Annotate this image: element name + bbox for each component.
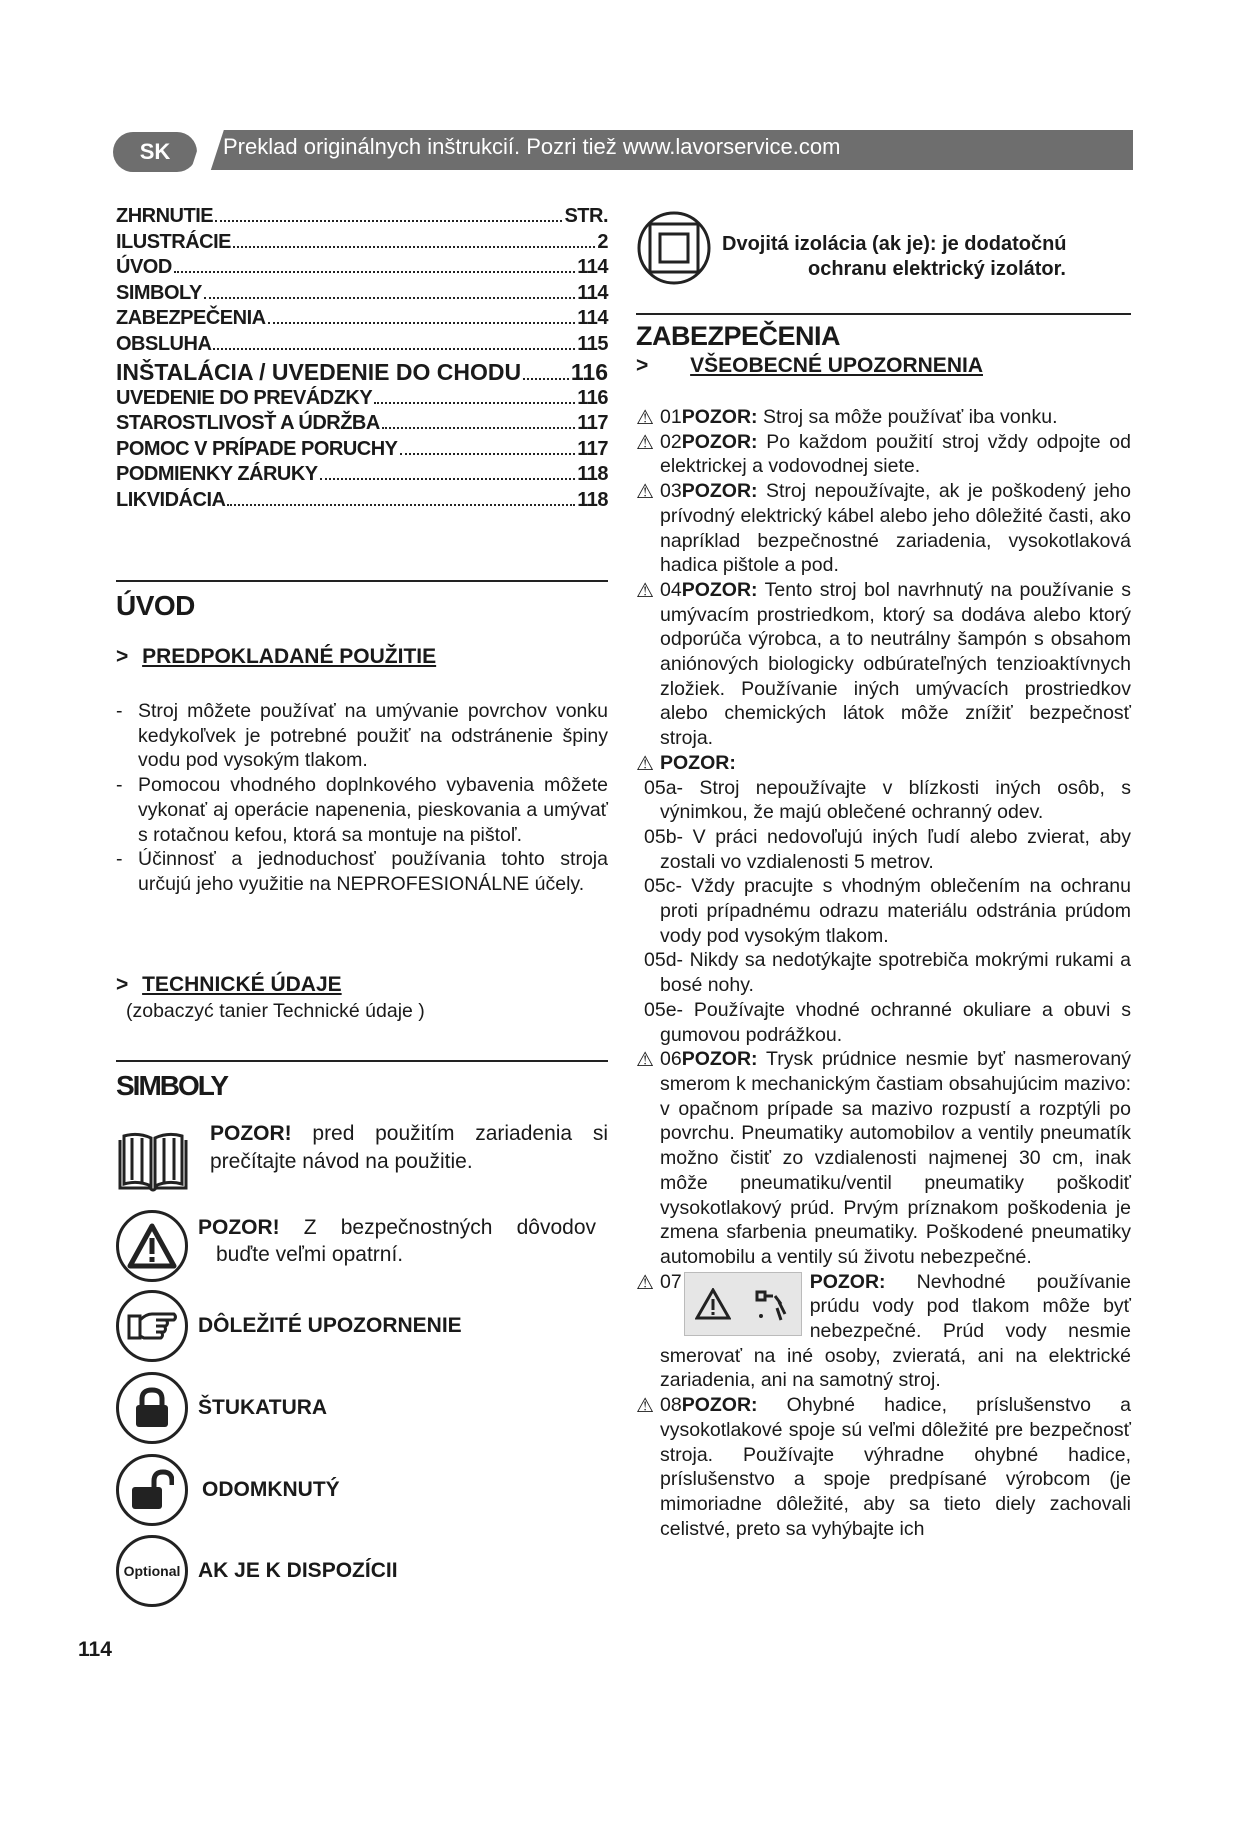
toc-leader-dots: [400, 453, 576, 455]
toc-page: 114: [577, 307, 608, 330]
toc-leader-dots: [523, 378, 569, 380]
toc-label: ZABEZPEČENIA: [116, 307, 266, 330]
toc-leader-dots: [374, 402, 575, 404]
toc-leader-dots: [215, 220, 562, 222]
sub-warning-item: 05a- Stroj nepoužívajte v blízkosti iných osôb, s výnimkou, že majú oblečené ochranný odev.: [644, 776, 1131, 824]
toc-page: 118: [577, 463, 608, 486]
toc-label: UVEDENIE DO PREVÁDZKY: [116, 386, 373, 409]
arrow-marker: >: [116, 973, 129, 996]
warning-triangle-icon: ⚠: [636, 1271, 654, 1294]
warning-item: [636, 1393, 1131, 1541]
toc-label: SIMBOLY: [116, 281, 202, 304]
toc-leader-dots: [174, 271, 575, 273]
toc-label: ILUSTRÁCIE: [116, 230, 231, 253]
warning-item: [636, 578, 1131, 751]
toc-label: OBSLUHA: [116, 332, 212, 355]
warning-label: POZOR:: [681, 480, 758, 503]
warning-label: POZOR:: [809, 1270, 886, 1293]
double-insulation-line1: Dvojitá izolácia (ak je): je dodatočnú: [722, 233, 1067, 255]
warning-number: 02: [660, 430, 682, 453]
warning-triangle-icon: ⚠: [636, 431, 654, 454]
section-rule-simboly: [116, 1060, 608, 1062]
warning-number: 06: [660, 1048, 682, 1071]
double-insulation-block: [636, 210, 1131, 280]
toc-label: PODMIENKY ZÁRUKY: [116, 463, 318, 486]
list-item: [116, 773, 608, 847]
double-insulation-text: [722, 232, 1067, 282]
toc-row: [116, 333, 608, 359]
bullet-dash: -: [116, 700, 123, 722]
symbol-row: [116, 1372, 327, 1444]
warning-item: [636, 479, 1131, 578]
arrow-marker: >: [636, 354, 649, 377]
pozor-heading: [636, 751, 1131, 776]
warning-text: Stroj sa môže používať iba vonku.: [757, 406, 1058, 428]
section-rule-safety: [636, 313, 1131, 315]
warning-text: Nevhodné používanie prúdu vody pod tlakom môže byť nebezpečné.: [809, 1270, 1131, 1343]
toc-page: 118: [577, 488, 608, 511]
general-warnings-heading: VŠEOBECNÉ UPOZORNENIA: [690, 354, 983, 377]
warning-text: Ohybné hadice, príslušenstvo a vysokotlakové spoje sú veľmi dôležité pre bezpečnosť stroja. Používajte výhradne ohybné hadice, príslušenstvo a spoje predpísané výrobcom (je mimoriadne dôležité, aby sa tieto diely zachovali celistvé, preto sa vyhýbajte ich: [660, 1394, 1131, 1540]
list-item: [116, 699, 608, 773]
warning-number: 07: [660, 1270, 682, 1293]
section-title-uvod: ÚVOD: [116, 590, 195, 621]
warning-triangle-icon: ⚠: [636, 407, 654, 429]
technical-heading: TECHNICKÉ ÚDAJE: [142, 973, 342, 996]
symbol-bold-label: POZOR!: [210, 1122, 292, 1145]
symbol-row: [116, 1454, 340, 1526]
list-item: [116, 847, 608, 896]
symbol-text: Z bezpečnostných dôvodov buďte veľmi opatrní.: [216, 1216, 596, 1266]
warning-number: 03: [660, 480, 682, 503]
warning-triangle-icon: ⚠: [636, 752, 654, 775]
toc-label: POMOC V PRÍPADE PORUCHY: [116, 437, 398, 460]
toc-label: STAROSTLIVOSŤ A ÚDRŽBA: [116, 412, 380, 435]
toc-page: 116: [577, 386, 608, 409]
water-jet-hazard-icon: [684, 1272, 802, 1336]
toc-page: 117: [577, 412, 608, 435]
pozor-heading-text: POZOR:: [660, 751, 736, 774]
warnings-list: [636, 405, 1131, 1541]
toc-page: 114: [577, 281, 608, 304]
symbol-row: [116, 1210, 608, 1282]
warning-item: [636, 430, 1131, 479]
intended-use-list: [116, 699, 608, 897]
sub-warning-item: 05c- Vždy pracujte s vhodným oblečením na ochranu proti prípadnému odrazu materiálu odstránia prúdom vody pod vysokým tlakom.: [644, 875, 1131, 947]
symbol-row: [116, 1120, 608, 1194]
bullet-text: Účinnosť a jednoduchosť používania tohto stroja určujú jeho využitie na NEPROFESIONÁLNE účely.: [138, 848, 608, 895]
subsection-heading-general-warnings: [636, 354, 983, 378]
warning-item: [636, 1270, 1131, 1394]
toc-row: [116, 205, 608, 231]
toc-leader-dots: [213, 348, 575, 350]
toc-row: [116, 231, 608, 257]
warning-text: Tento stroj bol navrhnutý na používanie s umývacím prostriedkom, ktorý sa dodáva alebo ktorý odporúča výrobca, a to neutrálny šampón s obsahom aniónových biologicky odbúrateľných tenzioaktívnych zložiek. Používanie iných umývacích prostriedkov alebo chemických látok môže znížiť bezpečnosť stroja.: [660, 578, 1131, 750]
subsection-heading-technical: [116, 973, 342, 997]
warning-text: Trysk prúdnice nesmie byť nasmerovaný smerom k mechanickým častiam obsahujúcim mazivo: v opačnom prípade sa mazivo rozpustí a rozptýli po povrchu. Pneumatiky automobilov a ventily pneumatík možno čistiť zo vzdialenosti najmenej 30 cm, inak môže pneumatiku/ventil pneumatiky poškodiť vysokotlakový prúd. Prvým príznakom poškodenia je zmena sfarbenia pneumatiky. Poškodené pneumatiky automobilu a ventily sú životu nebezpečné.: [660, 1048, 1131, 1268]
toc-leader-dots: [268, 322, 576, 324]
toc-leader-dots: [233, 246, 595, 248]
subsection-heading-intended-use: [116, 645, 436, 669]
table-of-contents: [116, 205, 608, 515]
technical-note: (zobaczyć tanier Technické údaje ): [126, 1000, 425, 1022]
warning-triangle-icon: ⚠: [636, 481, 654, 504]
warning-triangle-icon: ⚠: [636, 579, 654, 602]
symbol-description: [198, 1214, 596, 1268]
sub-warning-item: 05b- V práci nedovoľujú iných ľudí alebo zvierat, aby zostali vo vzdialenosti 5 metrov.: [644, 825, 1131, 873]
warning-label: POZOR:: [681, 1048, 758, 1071]
toc-page: 117: [577, 437, 608, 460]
toc-leader-dots: [320, 478, 576, 480]
toc-leader-dots: [382, 427, 575, 429]
warning-number: 04: [660, 578, 682, 601]
arrow-marker: >: [116, 645, 129, 668]
section-rule-uvod: [116, 580, 608, 582]
toc-label: ÚVOD: [116, 256, 172, 279]
double-insulation-line2: ochranu elektrický izolátor.: [808, 258, 1066, 280]
toc-row: [116, 256, 608, 282]
toc-page: 114: [577, 256, 608, 279]
warning-item: [636, 1047, 1131, 1269]
symbol-label: DÔLEŽITÉ UPOZORNENIE: [198, 1314, 462, 1337]
toc-leader-dots: [204, 297, 575, 299]
toc-page: 115: [577, 332, 608, 355]
toc-leader-dots: [227, 504, 575, 506]
toc-row: [116, 438, 608, 464]
toc-page: 116: [570, 358, 608, 385]
warning-label: POZOR:: [681, 578, 758, 601]
symbol-description: [210, 1120, 608, 1176]
toc-row: [116, 282, 608, 308]
toc-page: STR.: [564, 205, 608, 227]
warning-number: 01: [660, 406, 682, 428]
warning-label: POZOR:: [681, 406, 758, 428]
symbol-label: ŠTUKATURA: [198, 1396, 328, 1419]
symbol-row: [116, 1535, 398, 1607]
pointing-hand-icon: [116, 1290, 188, 1362]
page-number: 114: [78, 1638, 112, 1661]
toc-label: LIKVIDÁCIA: [116, 488, 226, 511]
intended-use-heading: PREDPOKLADANÉ POUŽITIE: [142, 645, 437, 668]
page-header: [113, 130, 1133, 172]
toc-row: [116, 387, 608, 413]
header-title: Preklad originálnych inštrukcií. Pozri tiež www.lavorservice.com: [223, 134, 841, 159]
symbols-list: [116, 1120, 608, 1840]
toc-row: [116, 307, 608, 333]
warning-text-continued: Prúd vody nesmie smerovať na iné osoby, zvieratá, ani na elektrické zariadenia, ani na samotný stroj.: [660, 1320, 1131, 1392]
toc-page: 2: [597, 230, 608, 253]
book-icon: [116, 1130, 190, 1194]
toc-row: [116, 489, 608, 515]
symbol-label: AK JE K DISPOZÍCII: [198, 1559, 398, 1582]
toc-row: [116, 412, 608, 438]
warning-triangle-icon: ⚠: [636, 1395, 654, 1418]
symbol-label: ODOMKNUTÝ: [202, 1478, 340, 1501]
bullet-text: Pomocou vhodného doplnkového vybavenia môžete vykonať aj operácie napenenia, pieskovania a umývať s rotačnou kefou, ktorá sa montuje na pištoľ.: [138, 774, 608, 846]
bullet-text: Stroj môžete používať na umývanie povrchov vonku kedykoľvek je potrebné použiť na odstránenie špiny vodu pod vysokým tlakom.: [138, 700, 608, 772]
warning-triangle-icon: ⚠: [636, 1049, 654, 1072]
warning-icon: [116, 1210, 188, 1282]
symbol-text: pred použitím zariadenia si prečítajte návod na použitie.: [210, 1122, 608, 1173]
sub-warning-item: 05e- Používajte vhodné ochranné okuliare a obuvi s gumovou podrážkou.: [644, 998, 1131, 1046]
toc-row: [116, 463, 608, 489]
symbol-row: [116, 1290, 462, 1362]
sub-warning-item: 05d- Nikdy sa nedotýkajte spotrebiča mokrými rukami a bosé nohy.: [644, 949, 1131, 997]
language-badge: SK: [113, 132, 197, 172]
unlocked-padlock-icon: [116, 1454, 188, 1526]
bullet-dash: -: [116, 848, 123, 871]
warning-text: Stroj nepoužívajte, ak je poškodený jeho prívodný elektrický kábel alebo jeho dôležité časti, ako napríklad bezpečnostné zariadenia, vysokotlaková hadica pištole a pod.: [660, 480, 1131, 577]
warning-text: Po každom použití stroj vždy odpojte od elektrickej a vodovodnej siete.: [660, 430, 1131, 478]
warning-label: POZOR:: [681, 430, 758, 453]
warning-item: [636, 405, 1131, 430]
warning-label: POZOR:: [681, 1394, 758, 1417]
toc-label: INŠTALÁCIA / UVEDENIE DO CHODU: [116, 358, 522, 385]
toc-label: ZHRNUTIE: [116, 205, 214, 227]
warning-number: 08: [660, 1394, 682, 1417]
section-title-simboly: SIMBOLY: [116, 1070, 227, 1101]
optional-icon-text: Optional: [123, 1563, 181, 1579]
section-title-safety: ZABEZPEČENIA: [636, 321, 841, 351]
bullet-dash: -: [116, 774, 123, 797]
toc-row: [116, 359, 608, 387]
locked-padlock-icon: [116, 1372, 188, 1444]
symbol-bold-label: POZOR!: [198, 1216, 280, 1239]
optional-icon: [116, 1535, 188, 1607]
double-insulation-icon: [636, 210, 712, 291]
